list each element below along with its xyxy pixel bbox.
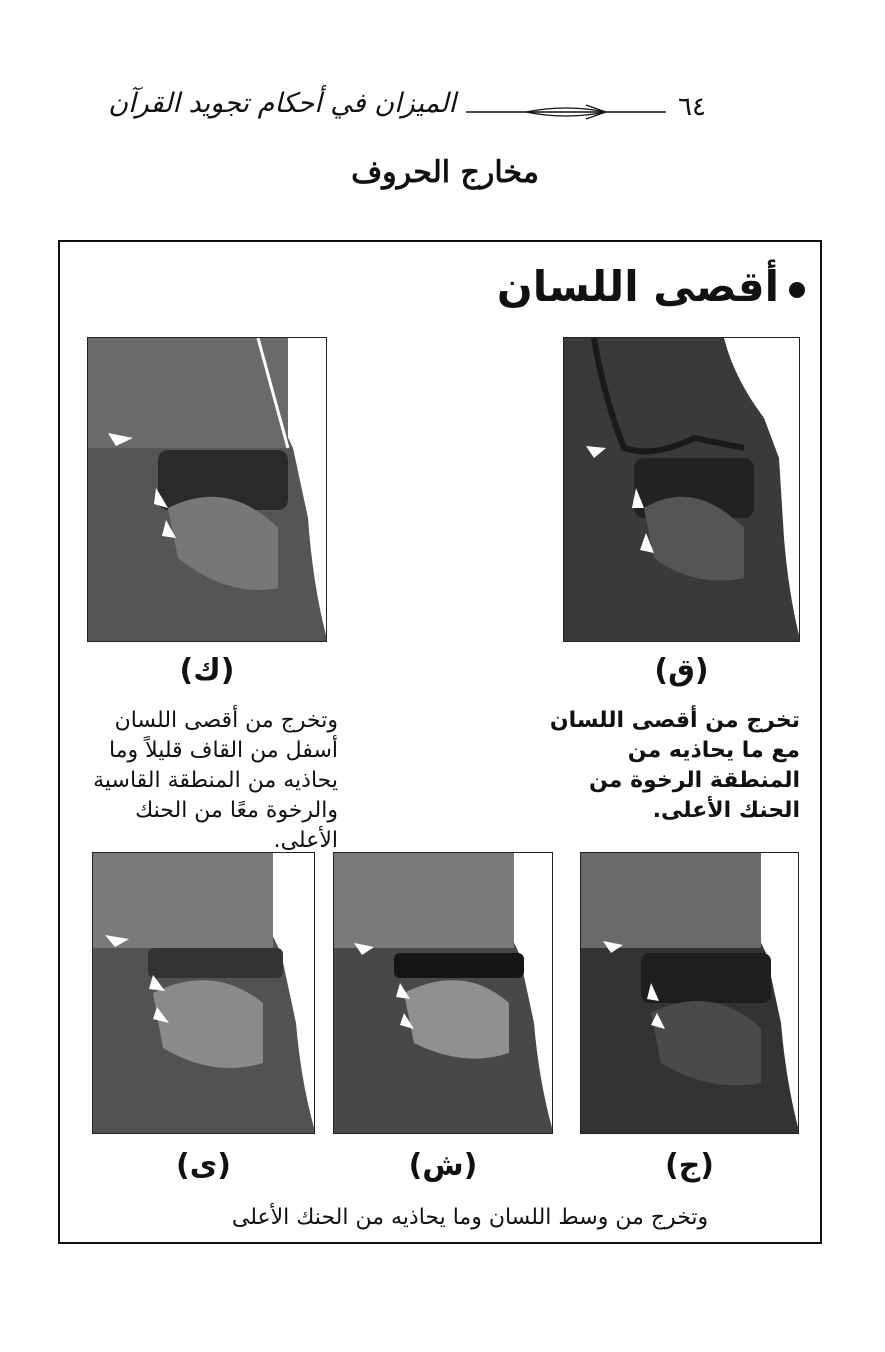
figure-sheen-caption: (ش) [408,1148,478,1183]
footer-description: وتخرج من وسط اللسان وما يحاذيه من الحنك الأعلى [231,1205,709,1230]
figure-yaa-image [92,852,315,1134]
section-title-text: أقصى اللسان [496,262,779,311]
figure-sheen-image [333,852,553,1134]
mouth-diagram-icon [334,853,553,1134]
figure-kaf-image [87,337,327,642]
mouth-diagram-icon [88,338,327,642]
figure-kaf-caption: (ك) [179,653,235,688]
mouth-diagram-icon [581,853,799,1134]
bullet-icon [789,282,805,298]
figure-qaf-image [563,337,800,642]
figure-yaa-caption: (ى) [176,1148,231,1183]
double-arrow-ornament-icon [466,102,666,122]
figure-kaf-description: وتخرج من أقصى اللسان أسفل من القاف قليلاً وما يحاذيه من المنطقة القاسية والرخوة معًا من الحنك الأعلى. [93,708,338,853]
figure-qaf-description: تخرج من أقصى اللسان مع ما يحاذيه من المنطقة الرخوة من الحنك الأعلى. [549,708,800,823]
figure-jeem-caption: (ج) [664,1148,715,1183]
figure-jeem-image [580,852,799,1134]
section-title [497,262,805,311]
figure-qaf-caption: (ق) [654,653,709,688]
page-heading: مخارج الحروف [351,155,539,190]
page-number: ٦٤ [678,92,706,122]
book-title: الميزان في أحكام تجويد القرآن [108,88,456,119]
mouth-diagram-icon [564,338,800,642]
mouth-diagram-icon [93,853,315,1134]
